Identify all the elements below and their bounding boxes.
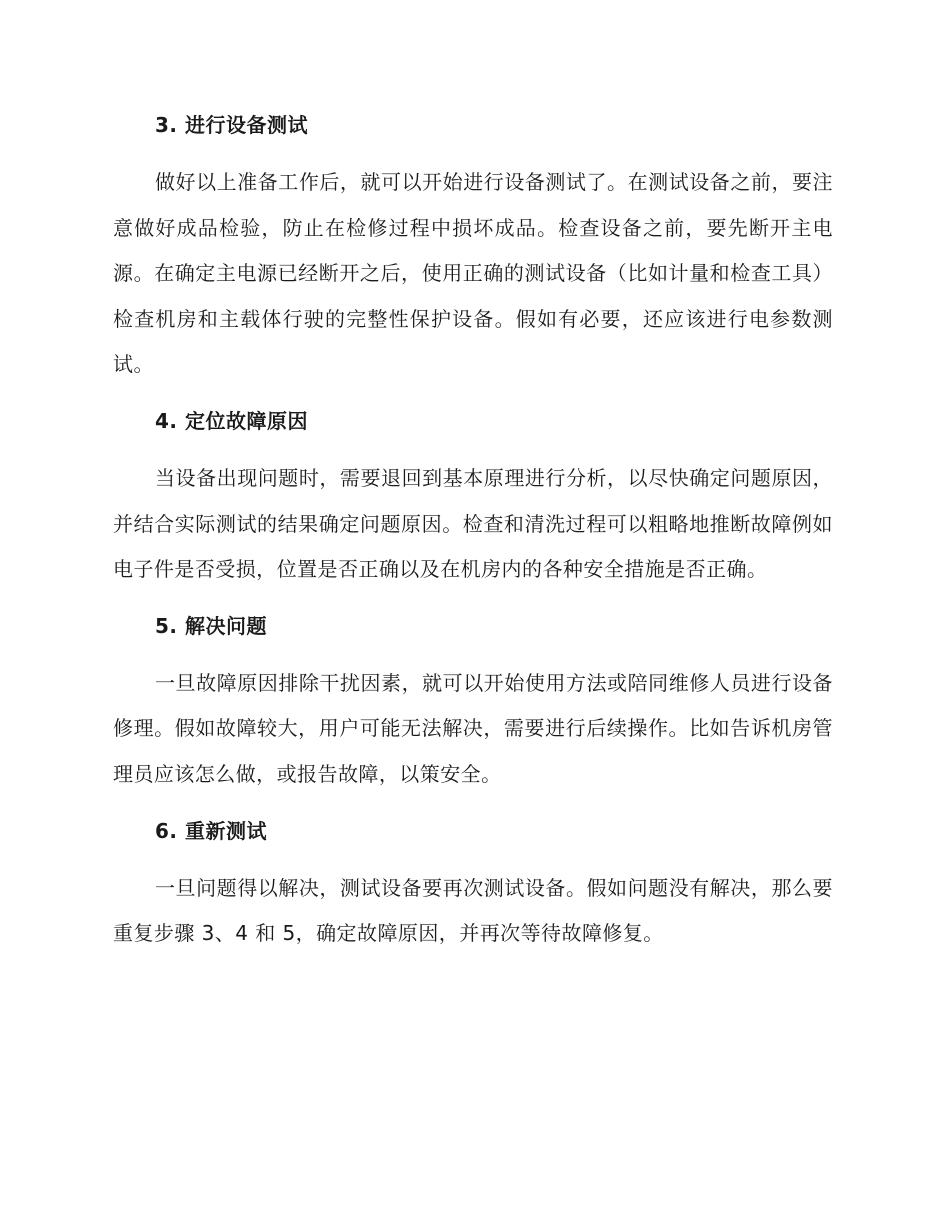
section-6 (113, 816, 833, 957)
section-paragraph: 一旦故障原因排除干扰因素，就可以开始使用方法或陪同维修人员进行设备修理。假如故障较大，用户可能无法解决，需要进行后续操作。比如告诉机房管理员应该怎么做，或报告故障，以策安全。 (113, 670, 833, 786)
section-5 (113, 611, 833, 798)
section-paragraph: 当设备出现问题时，需要退回到基本原理进行分析，以尽快确定问题原因，并结合实际测试的结果确定问题原因。检查和清洗过程可以粗略地推断故障例如电子件是否受损，位置是否正确以及在机房内的各种安全措施是否正确。 (113, 465, 833, 582)
section-heading: 4. 定位故障原因 (155, 408, 308, 433)
section-paragraph: 做好以上准备工作后，就可以开始进行设备测试了。在测试设备之前，要注意做好成品检验，防止在检修过程中损坏成品。检查设备之前，要先断开主电源。在确定主电源已经断开之后，使用正确的测试设备（比如计量和检查工具）检查机房和主载体行驶的完整性保护设备。假如有必要，还应该进行电参数测试。 (113, 170, 833, 377)
section-4 (113, 406, 833, 593)
section-heading: 3. 进行设备测试 (155, 113, 308, 137)
section-3 (113, 110, 833, 388)
section-heading: 5. 解决问题 (155, 613, 267, 638)
section-heading: 6. 重新测试 (155, 818, 267, 843)
section-paragraph: 一旦问题得以解决，测试设备要再次测试设备。假如问题没有解决，那么要重复步骤 3、4 和 5，确定故障原因，并再次等待故障修复。 (113, 875, 833, 946)
document-page (113, 110, 833, 975)
